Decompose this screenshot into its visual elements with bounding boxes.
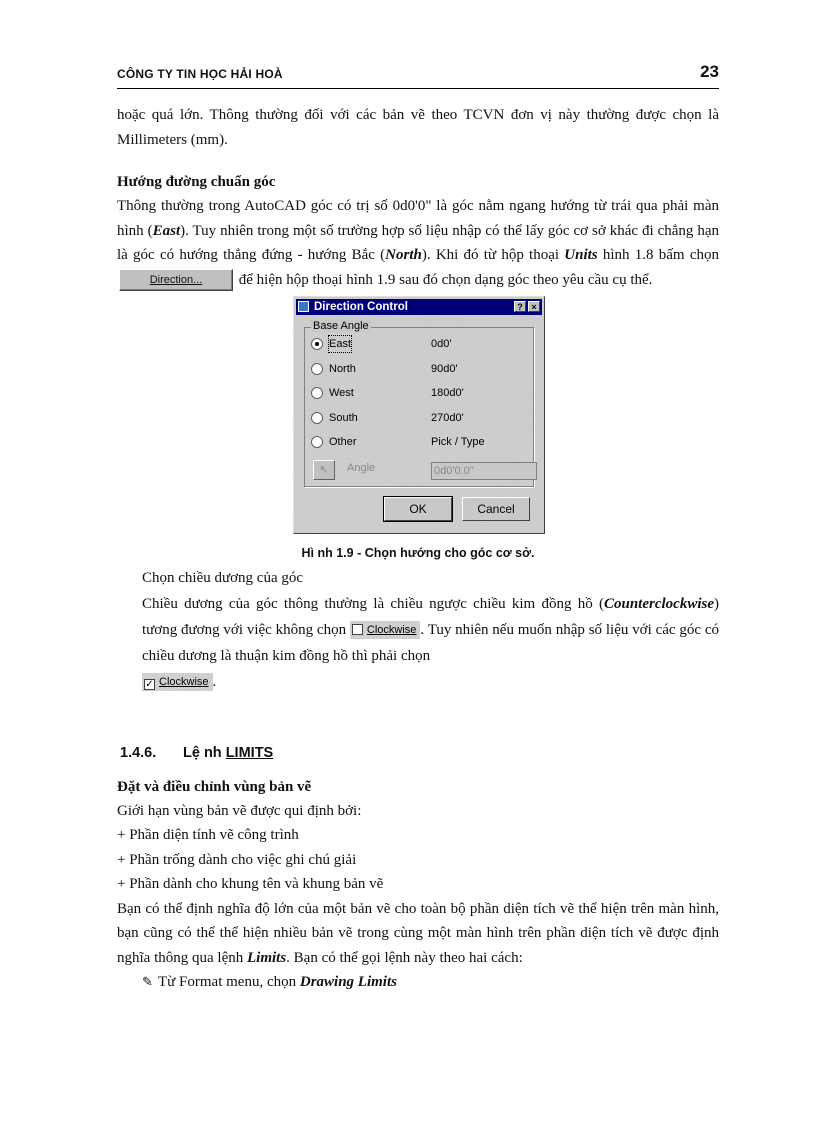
radio-north-button[interactable] xyxy=(311,363,323,375)
checkmark-icon: ✓ xyxy=(145,679,154,691)
limits-bullet: ✎ Từ Format menu, chọn Drawing Limits xyxy=(142,970,719,995)
limits-line-3: + Phần trống dành cho việc ghi chú giải xyxy=(117,851,357,868)
limits-paragraph: Bạn có thể định nghĩa độ lớn của một bản vẽ cho toàn bộ phần diện tích vẽ thể hiện trên màn hình, bạn cũng có thể thể hiện nhiều bản vẽ trong cùng một màn hình trên phần diện tích vẽ được định nghĩa thông qua lệnh Limits. Bạn có thể gọi lệnh này theo hai cách: xyxy=(117,900,719,966)
direction-paragraph: Chiều dương của góc thông thường là chiều ngược chiều kim đồng hồ (Counterclockwise) tương đương với việc không chọn Clockwise . Tuy nhiên nếu muốn nhập số liệu với các góc có chiều dương là thuận kim đồng hồ thì phải chọn ✓ Clockwise . xyxy=(142,595,719,691)
figure-1-9 xyxy=(117,292,719,544)
direction-title: Chọn chiều dương của góc xyxy=(142,570,304,586)
page xyxy=(117,58,719,995)
pencil-icon: ✎ xyxy=(142,974,153,989)
company-name: CÔNG TY TIN HỌC HẢI HOÀ xyxy=(117,67,283,81)
limits-heading: Đặt và điều chỉnh vùng bản vẽ xyxy=(117,778,312,795)
radio-north-label[interactable]: North xyxy=(329,363,356,375)
radio-east-button[interactable] xyxy=(311,338,323,350)
radio-other-button[interactable] xyxy=(311,436,323,448)
angle-heading: Hướng đường chuẩn góc xyxy=(117,174,276,190)
page-header xyxy=(117,58,719,89)
radio-east-value: 0d0' xyxy=(431,338,452,350)
close-icon[interactable]: × xyxy=(528,301,540,312)
figure-caption: Hì nh 1.9 - Chọn hướng cho góc cơ sở. xyxy=(301,546,535,560)
angle-paragraph: Thông thường trong AutoCAD góc có trị số 0d0'0" là góc nằm ngang hướng từ trái qua phải màn hình (East). Tuy nhiên trong một số trường hợp số liệu nhập có thể lấy góc cơ sở khác đi chẳng hạn là góc có hướng thẳng đứng - hướng Bắc (North). Khi đó từ hộp thoại Units hình 1.8 bấm chọn Direction... để hiện hộp thoại hình 1.9 sau đó chọn dạng góc theo yêu cầu cụ thể. xyxy=(117,194,719,292)
direction-button[interactable]: Direction... xyxy=(119,269,233,291)
limits-line-2: + Phần diện tính vẽ công trình xyxy=(117,827,299,843)
limits-line-1: Giới hạn vùng bản vẽ được qui định bởi: xyxy=(117,802,362,819)
dialog-title: Direction Control xyxy=(314,301,408,313)
radio-east-label[interactable]: East xyxy=(329,338,352,350)
clockwise-checkbox-checked[interactable]: ✓ Clockwise xyxy=(142,673,213,691)
radio-west-value: 180d0' xyxy=(431,387,464,399)
radio-south-label[interactable]: South xyxy=(329,412,358,424)
limits-line-4: + Phần dành cho khung tên và khung bản vẽ xyxy=(117,876,384,892)
pick-point-icon[interactable]: ↖ xyxy=(313,460,335,480)
angle-input[interactable]: 0d0'0.0" xyxy=(431,462,537,480)
app-icon xyxy=(298,301,309,312)
page-number: 23 xyxy=(700,62,719,81)
radio-north-value: 90d0' xyxy=(431,363,458,375)
base-angle-group xyxy=(304,320,534,487)
radio-south-value: 270d0' xyxy=(431,412,464,424)
checkbox-empty-icon xyxy=(352,624,363,635)
radio-west-button[interactable] xyxy=(311,387,323,399)
ok-button[interactable]: OK xyxy=(384,497,452,521)
cancel-button[interactable]: Cancel xyxy=(462,497,530,521)
radio-west-label[interactable]: West xyxy=(329,387,354,399)
radio-other-value: Pick / Type xyxy=(431,436,485,448)
radio-other-label[interactable]: Other xyxy=(329,436,357,448)
angle-label: Angle xyxy=(347,462,376,474)
help-icon[interactable]: ? xyxy=(514,301,526,312)
radio-south-button[interactable] xyxy=(311,412,323,424)
intro-paragraph: hoặc quá lớn. Thông thường đối với các bản vẽ theo TCVN đơn vị này thường được chọn là Millimeters (mm). xyxy=(117,107,719,148)
clockwise-checkbox-unchecked[interactable]: Clockwise xyxy=(350,621,421,639)
direction-control-dialog xyxy=(293,296,545,534)
limits-section-title: 1.4.6. Lệ nh LIMITS xyxy=(120,744,274,761)
dialog-titlebar xyxy=(296,299,542,315)
base-angle-label: Base Angle xyxy=(313,320,369,332)
